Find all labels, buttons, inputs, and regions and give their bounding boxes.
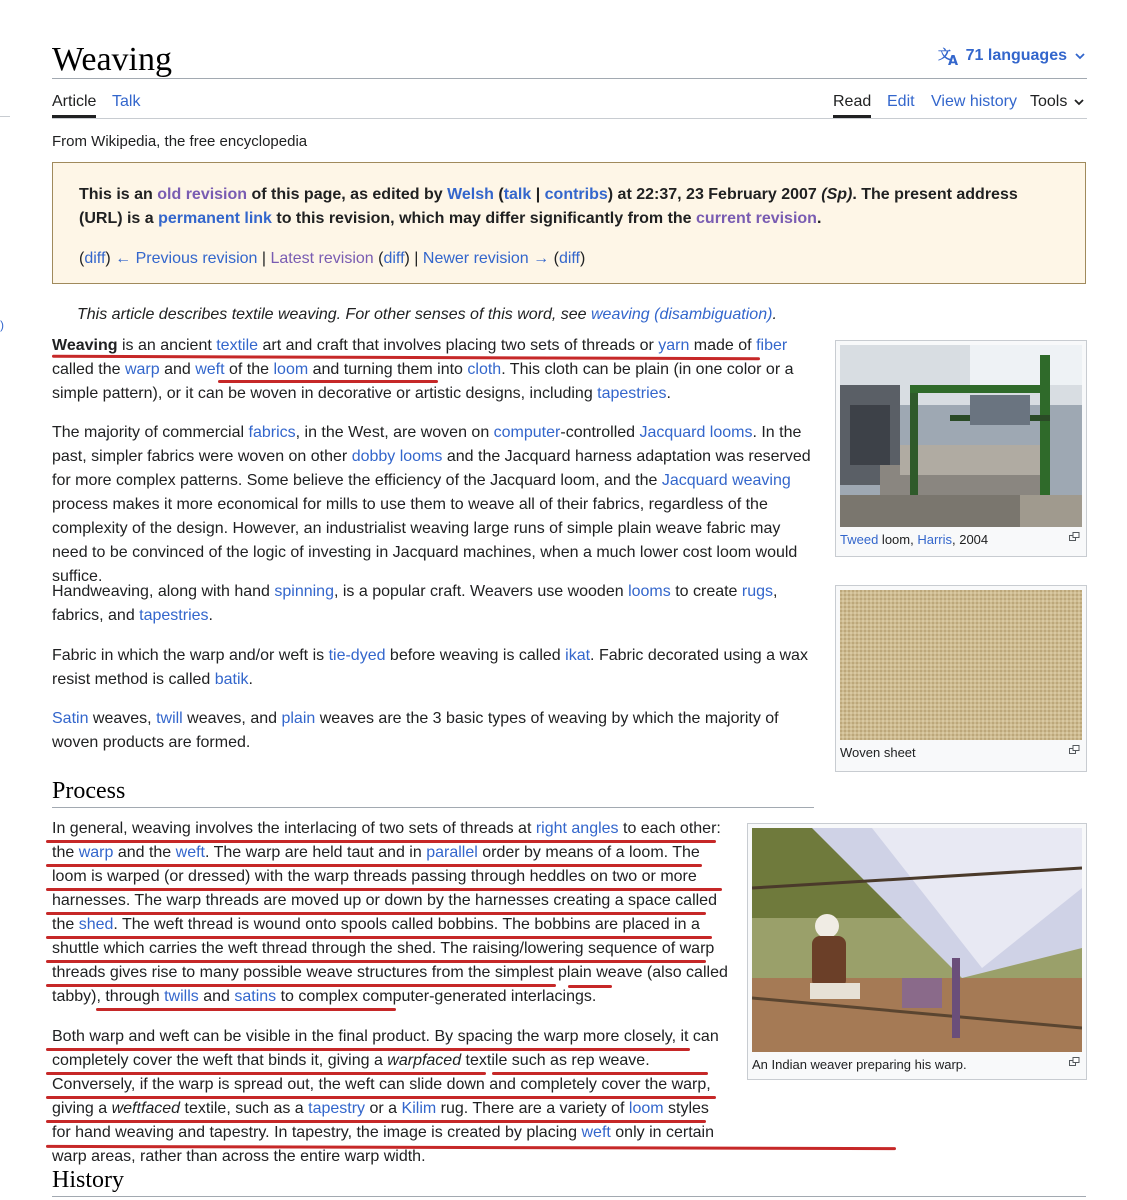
link-cloth[interactable]: cloth [467, 361, 502, 378]
link-twills[interactable]: twills [164, 988, 199, 1005]
figure-caption: An Indian weaver preparing his warp. [752, 1056, 1082, 1074]
annotation-underline [46, 1096, 716, 1099]
link-jacquard-weaving[interactable]: Jacquard weaving [661, 472, 791, 489]
annotation-underline [46, 840, 716, 843]
language-count: 71 languages [965, 47, 1067, 64]
link-satin[interactable]: Satin [52, 710, 89, 727]
intro-paragraph-2: The majority of commercial fabrics, in the West, are woven on computer-controlled Jacquard looms. In the past, simpler fabrics were woven on other dobby looms and the Jacquard harness adaptation was reserved for more complex patterns. Some believe the efficiency of the Jacquard loom, and the Jacquard weaving process makes it more economical for mills to use them to weave all of their fabrics, regardless of the complexity of the design. However, an industrialist weaving large runs of simple plain weave fabric may need to be convinced of the logic of investing in Jacquard machines, when a much lower cost loom would suffice. [52, 424, 811, 585]
link-fiber[interactable]: fiber [756, 337, 788, 354]
annotation-underline [46, 960, 706, 963]
svg-text:文: 文 [937, 48, 951, 63]
newer-revision-link[interactable]: Newer revision → [422, 250, 550, 267]
link-kilim[interactable]: Kilim [401, 1100, 437, 1117]
link-tweed[interactable]: Tweed [840, 532, 879, 547]
link-tapestries[interactable]: tapestries [597, 385, 667, 402]
old-revision-notice [52, 162, 1086, 284]
hatnote: This article describes textile weaving. For other senses of this word, see weaving (disambiguation). [77, 306, 777, 323]
translate-icon [938, 46, 960, 66]
intro-paragraph-1: Weaving is an ancient textile art and craft that involves placing two sets of threads or yarn made of fiber called the warp and weft of the loom and turning them into cloth. This cloth can be plain (in one color or a simple pattern), or it can be woven in decorative or artistic designs, including tapestries. [52, 337, 794, 402]
tab-read[interactable]: Read [833, 92, 871, 118]
intro-paragraph-5: Satin weaves, twill weaves, and plain weaves are the 3 basic types of weaving by which the majority of woven products are formed. [52, 710, 779, 751]
tabs-divider [52, 118, 1087, 119]
old-revision-link[interactable]: old revision [157, 186, 248, 203]
link-loom[interactable]: loom [628, 1100, 664, 1117]
previous-revision-link[interactable]: ← Previous revision [115, 250, 258, 267]
section-divider [52, 807, 814, 808]
link-rugs[interactable]: rugs [741, 583, 774, 600]
user-talk-link[interactable]: talk [503, 186, 532, 203]
link-shed[interactable]: shed [78, 916, 114, 933]
link-spinning[interactable]: spinning [274, 583, 334, 600]
link-warp[interactable]: warp [78, 844, 114, 861]
tab-view-history[interactable]: View history [931, 93, 1017, 110]
section-divider [52, 1196, 1086, 1197]
annotation-underline [46, 936, 712, 939]
permanent-link[interactable]: permanent link [158, 210, 272, 227]
tab-edit[interactable]: Edit [887, 93, 915, 110]
diff-link[interactable]: diff [84, 250, 106, 267]
link-satins[interactable]: satins [234, 988, 277, 1005]
link-warp[interactable]: warp [124, 361, 160, 378]
link-plain[interactable]: plain [281, 710, 316, 727]
revision-message: This is an old revision of this page, as edited by Welsh (talk | contribs) at 22:37, 23 February 2007 (Sp). The present address (URL) is a permanent link to this revision, which may differ significantly from the current revision. [79, 186, 1018, 227]
process-paragraph-2: Both warp and weft can be visible in the final product. By spacing the warp more closely, it can completely cover the weft that binds it, giving a warpfaced textile such as rep weave. Conversely, if the warp is spread out, the weft can slide down and completely cover the warp, giving a weftfaced textile, such as a tapestry or a Kilim rug. There are a variety of loom styles for hand weaving and tapestry. In tapestry, the image is created by placing weft only in certain warp areas, rather than across the entire warp width. [52, 1028, 719, 1165]
link-tie-dyed[interactable]: tie-dyed [328, 647, 386, 664]
figure-woven-sheet [835, 585, 1087, 772]
enlarge-icon[interactable] [1069, 1057, 1080, 1066]
sidebar-edge-glyph: ) [0, 318, 4, 332]
link-computer[interactable]: computer [493, 424, 561, 441]
link-fabrics[interactable]: fabrics [248, 424, 296, 441]
tools-menu[interactable] [1030, 92, 1086, 118]
link-tapestries[interactable]: tapestries [139, 607, 209, 624]
figure-indian-weaver [747, 823, 1087, 1080]
enlarge-icon[interactable] [1069, 532, 1080, 541]
figure-caption: Tweed loom, Harris, 2004 [840, 531, 1082, 549]
link-tapestry[interactable]: tapestry [308, 1100, 366, 1117]
annotation-underline [46, 984, 556, 987]
user-contribs-link[interactable]: contribs [544, 186, 608, 203]
link-weft[interactable]: weft [175, 844, 205, 861]
page-title: Weaving [52, 41, 172, 78]
user-link[interactable]: Welsh [447, 186, 494, 203]
loom-photo[interactable] [840, 345, 1082, 527]
annotation-underline [46, 1072, 486, 1075]
chevron-down-icon [1072, 95, 1086, 109]
enlarge-icon[interactable] [1069, 745, 1080, 754]
language-button[interactable] [938, 46, 1087, 66]
link-ikat[interactable]: ikat [565, 647, 591, 664]
annotation-underline [46, 888, 722, 891]
tab-talk[interactable]: Talk [112, 93, 141, 110]
annotation-underline [492, 1072, 708, 1075]
link-dobby-looms[interactable]: dobby looms [351, 448, 443, 465]
link-looms[interactable]: looms [628, 583, 671, 600]
latest-revision-link[interactable]: Latest revision [270, 250, 374, 267]
link-jacquard-looms[interactable]: Jacquard looms [639, 424, 753, 441]
chevron-down-icon [1073, 49, 1087, 63]
sidebar-edge [0, 116, 10, 117]
link-weft[interactable]: weft [581, 1124, 611, 1141]
weaver-photo[interactable] [752, 828, 1082, 1052]
tools-label: Tools [1030, 93, 1068, 110]
annotation-underline [96, 1008, 396, 1011]
process-paragraph-1: In general, weaving involves the interlacing of two sets of threads at right angles to each other: the warp and the weft. The warp are held taut and in parallel order by means of a loom. The loom is warped (or dressed) with the warp threads passing through heddles on two or more harnesses. The warp threads are moved up or down by the harnesses creating a space called the shed. The weft thread is wound onto spools called bobbins. The bobbins are placed in a shuttle which carries the weft thread through the shed. The raising/lowering sequence of warp threads gives rise to many possible weave structures from the simplest plain weave (also called tabby), through twills and satins to complex computer-generated interlacings. [52, 820, 728, 1005]
disambiguation-link[interactable]: weaving (disambiguation) [591, 306, 773, 323]
figure-caption: Woven sheet [840, 744, 1082, 762]
link-harris[interactable]: Harris [917, 532, 952, 547]
tagline: From Wikipedia, the free encyclopedia [52, 133, 308, 150]
intro-paragraph-3: Handweaving, along with hand spinning, is a popular craft. Weavers use wooden looms to create rugs, fabrics, and tapestries. [52, 583, 778, 624]
annotation-underline [46, 912, 706, 915]
woven-sheet-photo[interactable] [840, 590, 1082, 740]
diff-link[interactable]: diff [383, 250, 405, 267]
annotation-underline [46, 1048, 690, 1051]
annotation-underline [568, 985, 612, 988]
link-parallel[interactable]: parallel [426, 844, 478, 861]
link-right-angles[interactable]: right angles [535, 820, 619, 837]
revision-navigation: (diff) ← Previous revision | Latest revision (diff) | Newer revision → (diff) [79, 250, 586, 267]
tab-article[interactable]: Article [52, 92, 96, 118]
section-heading-history: History [52, 1167, 124, 1193]
annotation-underline [46, 1120, 706, 1123]
link-yarn[interactable]: yarn [658, 337, 690, 354]
svg-text:A: A [947, 54, 958, 66]
annotation-underline [218, 380, 438, 383]
diff-link[interactable]: diff [558, 250, 580, 267]
link-weft[interactable]: weft [195, 361, 225, 378]
link-textile[interactable]: textile [216, 337, 259, 354]
link-batik[interactable]: batik [214, 671, 249, 688]
intro-paragraph-4: Fabric in which the warp and/or weft is tie-dyed before weaving is called ikat. Fabric decorated using a wax resist method is called batik. [52, 647, 808, 688]
section-heading-process: Process [52, 778, 126, 804]
current-revision-link[interactable]: current revision [696, 210, 817, 227]
link-twill[interactable]: twill [156, 710, 183, 727]
link-loom[interactable]: loom [273, 361, 309, 378]
figure-tweed-loom [835, 340, 1087, 557]
annotation-underline [46, 864, 702, 867]
title-divider [52, 78, 1087, 79]
